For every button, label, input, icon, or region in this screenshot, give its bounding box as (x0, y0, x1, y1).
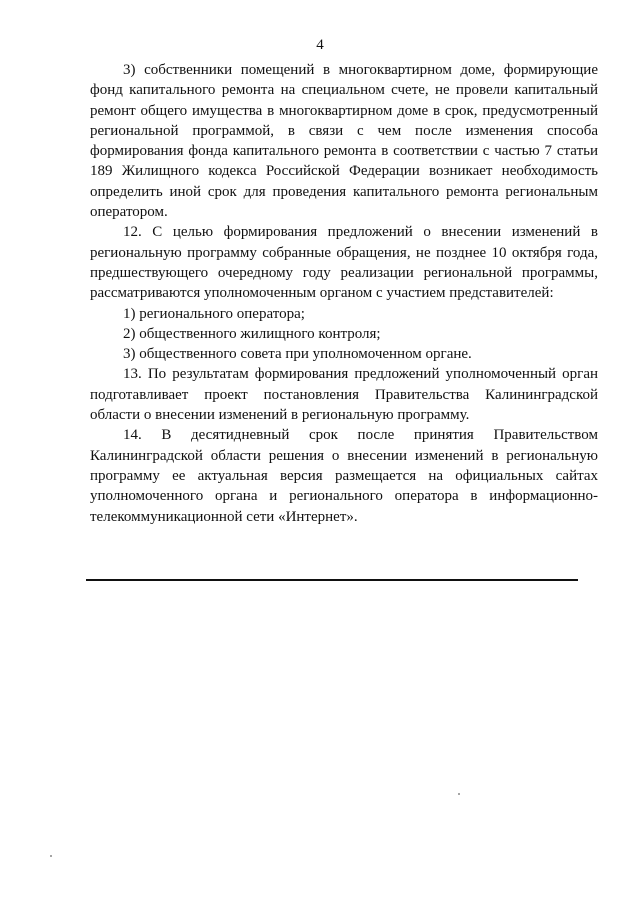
horizontal-rule (86, 579, 578, 581)
list-item-housing-control: 2) общественного жилищного контроля; (123, 325, 381, 342)
scan-speck (50, 855, 52, 857)
page-number: 4 (316, 37, 324, 53)
document-body (90, 60, 598, 527)
scan-speck (458, 793, 460, 795)
paragraph-item-3: 3) собственники помещений в многоквартирном доме, формирующие фонд капитального ремонта на специальном счете, не провели капитальный ремонт общего имущества в многоквартирном доме в срок, предусмотренный региональной программой, в связи с чем после изменения способа формирования фонда капитального ремонта в соответствии с частью 7 статьи 189 Жилищного кодекса Российской Федерации возникает необходимость определить иной срок для проведения капитального ремонта региональным оператором. (90, 62, 598, 221)
paragraph-item-14: 14. В десятидневный срок после принятия Правительством Калининградской области решения о внесении изменений в региональную программу ее актуальная версия размещается на официальных сайтах уполномоченного органа и регионального оператора в информационно-телекоммуникационной сети «Интернет». (90, 427, 598, 525)
paragraph-item-12: 12. С целью формирования предложений о внесении изменений в региональную программу собранные обращения, не позднее 10 октября года, предшествующего очередному году реализации региональной программы, рассматриваются уполномоченным органом с участием представителей: (90, 224, 598, 302)
list-item-public-council: 3) общественного совета при уполномоченном органе. (123, 346, 472, 363)
paragraph-item-13: 13. По результатам формирования предложений уполномоченный орган подготавливает проект постановления Правительства Калининградской области о внесении изменений в региональную программу. (90, 366, 598, 424)
list-item-regional-operator: 1) регионального оператора; (123, 305, 305, 322)
